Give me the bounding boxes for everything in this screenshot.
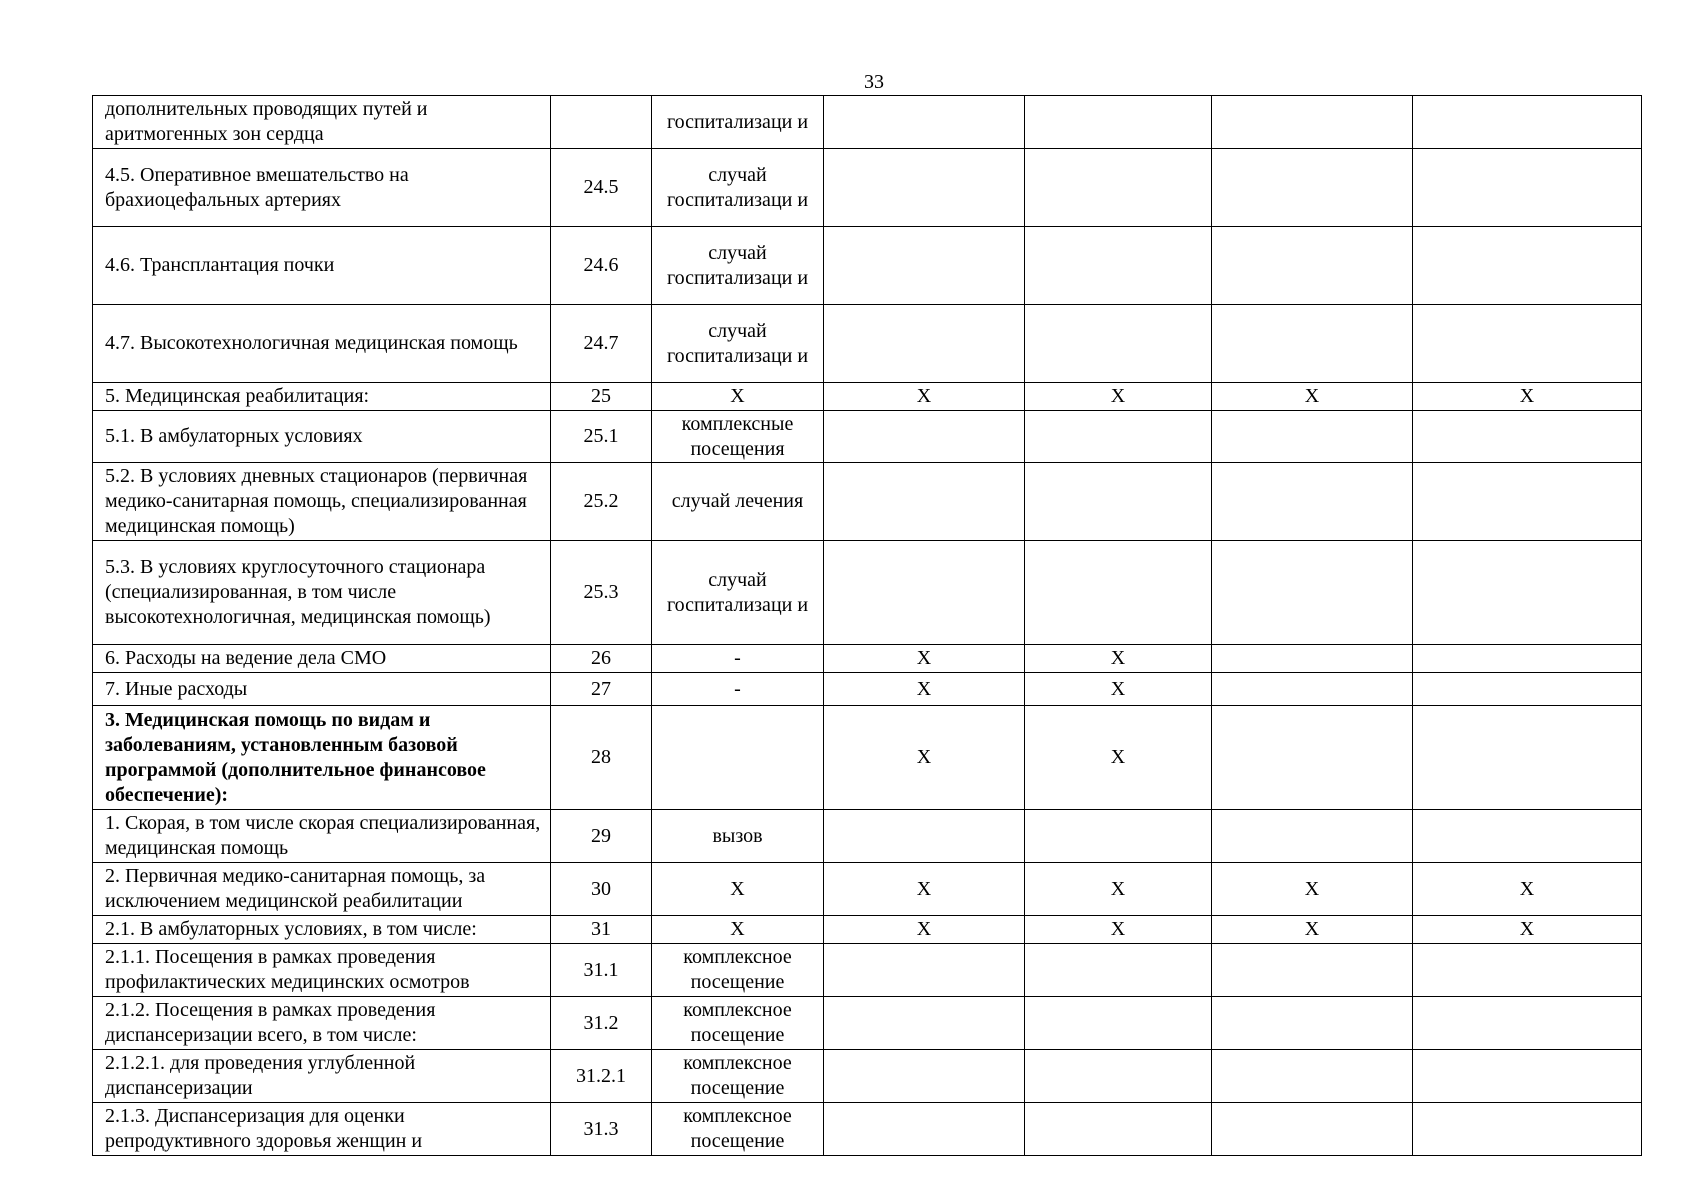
row-unit-cell: комплексное посещение <box>652 944 824 997</box>
row-value-cell-2 <box>1025 1050 1212 1103</box>
row-name-cell: 5. Медицинская реабилитация: <box>93 383 551 411</box>
row-name-cell: 5.1. В амбулаторных условиях <box>93 411 551 463</box>
row-unit-cell: комплексное посещение <box>652 997 824 1050</box>
row-value-cell-4 <box>1413 305 1642 383</box>
row-value-cell-1: Х <box>824 863 1025 916</box>
data-table <box>92 95 1642 1156</box>
table-row <box>93 541 1642 645</box>
row-value-cell-2 <box>1025 1103 1212 1156</box>
row-value-cell-3 <box>1212 96 1413 149</box>
row-unit-cell: комплексные посещения <box>652 411 824 463</box>
row-unit-cell: госпитализаци и <box>652 96 824 149</box>
row-unit-cell: комплексное посещение <box>652 1050 824 1103</box>
row-value-cell-1 <box>824 149 1025 227</box>
row-name-cell: 2.1.3. Диспансеризация для оценки репродуктивного здоровья женщин и <box>93 1103 551 1156</box>
row-value-cell-2: Х <box>1025 645 1212 673</box>
row-value-cell-4: Х <box>1413 383 1642 411</box>
row-value-cell-3 <box>1212 645 1413 673</box>
table-row <box>93 96 1642 149</box>
row-value-cell-4 <box>1413 227 1642 305</box>
row-value-cell-3 <box>1212 227 1413 305</box>
row-name-cell: 1. Скорая, в том числе скорая специализированная, медицинская помощь <box>93 810 551 863</box>
row-code-cell: 26 <box>551 645 652 673</box>
row-value-cell-4 <box>1413 411 1642 463</box>
row-name-cell: 2.1.1. Посещения в рамках проведения профилактических медицинских осмотров <box>93 944 551 997</box>
row-value-cell-1 <box>824 944 1025 997</box>
row-value-cell-4 <box>1413 541 1642 645</box>
row-value-cell-2 <box>1025 541 1212 645</box>
table-row <box>93 1103 1642 1156</box>
row-value-cell-3 <box>1212 411 1413 463</box>
row-code-cell: 31.3 <box>551 1103 652 1156</box>
row-value-cell-3 <box>1212 673 1413 706</box>
row-code-cell: 30 <box>551 863 652 916</box>
row-code-cell: 28 <box>551 706 652 810</box>
row-unit-cell: случай госпитализаци и <box>652 305 824 383</box>
row-value-cell-4 <box>1413 810 1642 863</box>
row-value-cell-1 <box>824 997 1025 1050</box>
row-code-cell: 31 <box>551 916 652 944</box>
row-value-cell-3 <box>1212 541 1413 645</box>
table-row <box>93 673 1642 706</box>
row-unit-cell <box>652 706 824 810</box>
row-code-cell: 31.1 <box>551 944 652 997</box>
row-name-cell: 4.6. Трансплантация почки <box>93 227 551 305</box>
row-unit-cell: Х <box>652 916 824 944</box>
row-name-cell: 4.5. Оперативное вмешательство на брахиоцефальных артериях <box>93 149 551 227</box>
table-row <box>93 706 1642 810</box>
table-row <box>93 463 1642 541</box>
table-row <box>93 997 1642 1050</box>
row-value-cell-1 <box>824 541 1025 645</box>
row-value-cell-3: Х <box>1212 863 1413 916</box>
row-value-cell-3 <box>1212 463 1413 541</box>
row-value-cell-3: Х <box>1212 383 1413 411</box>
row-value-cell-2 <box>1025 810 1212 863</box>
row-name-cell: 2.1.2. Посещения в рамках проведения диспансеризации всего, в том числе: <box>93 997 551 1050</box>
row-name-cell: 7. Иные расходы <box>93 673 551 706</box>
row-value-cell-1: Х <box>824 383 1025 411</box>
table-body <box>93 96 1642 1156</box>
row-unit-cell: - <box>652 673 824 706</box>
row-code-cell: 24.6 <box>551 227 652 305</box>
row-value-cell-2: Х <box>1025 706 1212 810</box>
row-code-cell: 27 <box>551 673 652 706</box>
row-value-cell-1 <box>824 1050 1025 1103</box>
row-name-cell: 2. Первичная медико-санитарная помощь, за исключением медицинской реабилитации <box>93 863 551 916</box>
row-value-cell-3 <box>1212 149 1413 227</box>
row-name-cell: 5.2. В условиях дневных стационаров (первичная медико-санитарная помощь, специализированная медицинская помощь) <box>93 463 551 541</box>
row-code-cell: 31.2 <box>551 997 652 1050</box>
row-name-cell: 2.1.2.1. для проведения углубленной диспансеризации <box>93 1050 551 1103</box>
row-value-cell-3 <box>1212 706 1413 810</box>
row-value-cell-2 <box>1025 149 1212 227</box>
row-value-cell-4 <box>1413 673 1642 706</box>
row-value-cell-2 <box>1025 411 1212 463</box>
row-value-cell-3 <box>1212 1050 1413 1103</box>
row-value-cell-1: Х <box>824 673 1025 706</box>
table-row <box>93 227 1642 305</box>
row-unit-cell: случай госпитализаци и <box>652 227 824 305</box>
row-code-cell: 25.1 <box>551 411 652 463</box>
row-value-cell-4 <box>1413 463 1642 541</box>
row-value-cell-4: Х <box>1413 916 1642 944</box>
row-value-cell-1 <box>824 411 1025 463</box>
row-code-cell: 24.7 <box>551 305 652 383</box>
row-value-cell-1 <box>824 1103 1025 1156</box>
row-value-cell-3 <box>1212 1103 1413 1156</box>
table-row <box>93 863 1642 916</box>
row-value-cell-4 <box>1413 1050 1642 1103</box>
table-row <box>93 810 1642 863</box>
row-value-cell-2 <box>1025 227 1212 305</box>
row-code-cell <box>551 96 652 149</box>
row-unit-cell: - <box>652 645 824 673</box>
row-value-cell-2: Х <box>1025 863 1212 916</box>
row-value-cell-2 <box>1025 96 1212 149</box>
row-value-cell-2 <box>1025 463 1212 541</box>
row-code-cell: 25 <box>551 383 652 411</box>
row-value-cell-1 <box>824 463 1025 541</box>
row-name-cell: 6. Расходы на ведение дела СМО <box>93 645 551 673</box>
page-number: 33 <box>864 71 884 93</box>
row-value-cell-3 <box>1212 944 1413 997</box>
row-value-cell-2: Х <box>1025 673 1212 706</box>
table-row <box>93 1050 1642 1103</box>
table-row <box>93 305 1642 383</box>
row-value-cell-4 <box>1413 944 1642 997</box>
table-row <box>93 944 1642 997</box>
row-value-cell-2: Х <box>1025 383 1212 411</box>
row-value-cell-4 <box>1413 96 1642 149</box>
table-row <box>93 149 1642 227</box>
row-code-cell: 29 <box>551 810 652 863</box>
row-name-cell: дополнительных проводящих путей и аритмогенных зон сердца <box>93 96 551 149</box>
row-value-cell-4 <box>1413 149 1642 227</box>
row-unit-cell: Х <box>652 863 824 916</box>
row-unit-cell: комплексное посещение <box>652 1103 824 1156</box>
row-value-cell-1 <box>824 810 1025 863</box>
row-value-cell-2 <box>1025 944 1212 997</box>
row-unit-cell: случай госпитализаци и <box>652 541 824 645</box>
row-code-cell: 25.2 <box>551 463 652 541</box>
row-name-cell: 4.7. Высокотехнологичная медицинская помощь <box>93 305 551 383</box>
row-value-cell-3 <box>1212 305 1413 383</box>
table-row <box>93 916 1642 944</box>
row-value-cell-1 <box>824 305 1025 383</box>
row-value-cell-4: Х <box>1413 863 1642 916</box>
row-code-cell: 31.2.1 <box>551 1050 652 1103</box>
row-unit-cell: случай лечения <box>652 463 824 541</box>
row-value-cell-1: Х <box>824 916 1025 944</box>
row-code-cell: 24.5 <box>551 149 652 227</box>
row-value-cell-2 <box>1025 305 1212 383</box>
row-name-cell: 3. Медицинская помощь по видам и заболеваниям, установленным базовой программой (дополнительное финансовое обеспечение): <box>93 706 551 810</box>
table-row <box>93 383 1642 411</box>
table-row <box>93 411 1642 463</box>
row-value-cell-4 <box>1413 706 1642 810</box>
table-row <box>93 645 1642 673</box>
row-unit-cell: вызов <box>652 810 824 863</box>
row-value-cell-1: Х <box>824 706 1025 810</box>
row-value-cell-1: Х <box>824 645 1025 673</box>
row-value-cell-4 <box>1413 645 1642 673</box>
row-value-cell-3 <box>1212 810 1413 863</box>
row-value-cell-1 <box>824 96 1025 149</box>
row-value-cell-3: Х <box>1212 916 1413 944</box>
row-unit-cell: случай госпитализаци и <box>652 149 824 227</box>
row-unit-cell: Х <box>652 383 824 411</box>
row-code-cell: 25.3 <box>551 541 652 645</box>
row-value-cell-1 <box>824 227 1025 305</box>
row-value-cell-3 <box>1212 997 1413 1050</box>
row-value-cell-4 <box>1413 997 1642 1050</box>
row-value-cell-4 <box>1413 1103 1642 1156</box>
row-value-cell-2 <box>1025 997 1212 1050</box>
row-name-cell: 2.1. В амбулаторных условиях, в том числе: <box>93 916 551 944</box>
row-value-cell-2: Х <box>1025 916 1212 944</box>
row-name-cell: 5.3. В условиях круглосуточного стационара (специализированная, в том числе высокотехнологичная, медицинская помощь) <box>93 541 551 645</box>
